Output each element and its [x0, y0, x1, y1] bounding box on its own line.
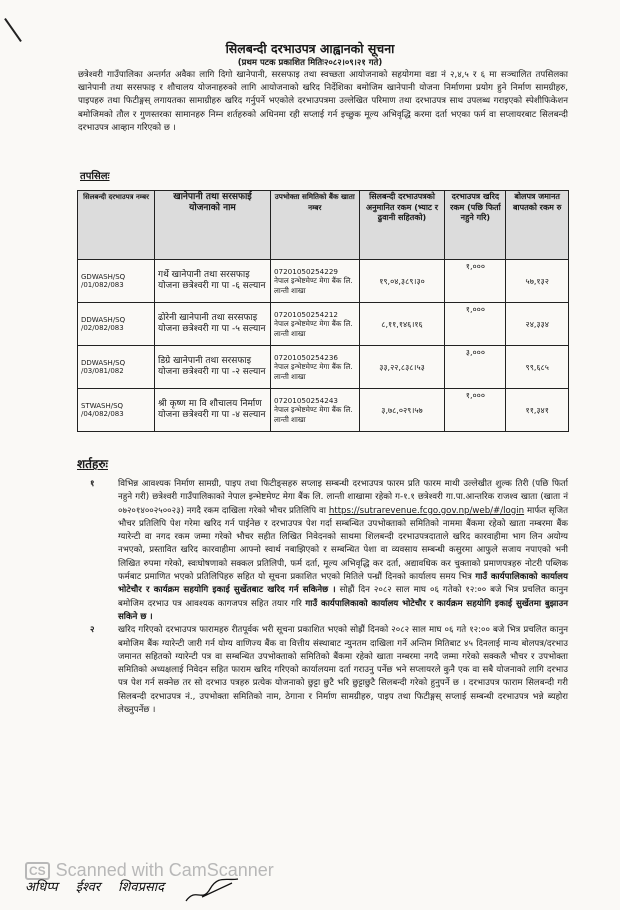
table-row	[78, 346, 569, 389]
bank-account-cell	[270, 303, 359, 346]
bid-security: ११,३४१	[506, 389, 569, 432]
bank-account-cell	[270, 346, 359, 389]
estimated-amount: १९,०४,३८९।३०	[359, 260, 445, 303]
account-number: 07201050254212	[273, 309, 338, 319]
signature: ईश्वर	[75, 880, 101, 895]
project-name: डिग्रे खानेपानी तथा सरसफाइ योजना छत्रेश्वरी गा पा -२ सल्यान	[155, 346, 271, 389]
account-number: 07201050254243	[273, 395, 338, 405]
project-name: श्री कृष्ण मा वि शौचालय निर्माण योजना छत्रेश्वरी गा पा -४ सल्यान	[155, 389, 271, 432]
estimated-amount: ३,७८,०२९।५७	[359, 389, 445, 432]
purchase-fee: ३,०००	[445, 346, 506, 389]
signature: शिवप्रसाद	[118, 880, 165, 895]
bank-name: नेपाल इन्भेष्टमेण्ट मेगा बैंक लि. लान्ती शाखा	[273, 405, 353, 424]
table-row	[78, 389, 569, 432]
bid-security: ५७,१३२	[506, 260, 569, 303]
notice-title: सिलबन्दी दरभाउपत्र आह्वानको सूचना	[225, 41, 395, 56]
purchase-fee: १,०००	[445, 303, 506, 346]
condition-number: १	[90, 479, 95, 489]
bank-name: नेपाल इन्भेष्टमेण्ट मेगा बैंक लि. लान्ती शाखा	[273, 276, 353, 295]
estimated-amount: ८,११,१४६।१६	[359, 303, 445, 346]
purchase-fee: १,०००	[445, 389, 506, 432]
table-header-row	[78, 191, 569, 260]
conditions-list	[90, 478, 568, 717]
signature: अधिप्प	[25, 880, 58, 895]
condition-text: सोह्रौं दिन २०८२ साल माघ ०६ गतेको १२:०० बजे भित्र प्रचलित कानुन बमोजिम दरभाउ पत्र आवश्यक कागजपत्र सहित तयार गरि	[118, 585, 568, 609]
table-row	[78, 303, 569, 346]
camscanner-logo-icon: CS	[25, 862, 50, 880]
estimated-amount: ३३,२२,८३८।५३	[359, 346, 445, 389]
scanner-watermark-text: Scanned with CamScanner	[55, 860, 274, 880]
bank-name: नेपाल इन्भेष्टमेण्ट मेगा बैंक लि. लान्ती शाखा	[273, 319, 353, 338]
tender-table	[77, 190, 569, 432]
pen-mark	[4, 18, 22, 42]
purchase-fee: १,०००	[445, 260, 506, 303]
bid-security: २४,३३४	[506, 303, 569, 346]
bank-account-cell	[270, 260, 359, 303]
header-tender-number: सिलबन्दी दरभाउपत्र नम्बर	[78, 191, 155, 260]
condition-number: २	[90, 625, 95, 636]
tender-number: STWASH/SQ /04/082/083	[78, 389, 155, 432]
condition-item	[90, 478, 568, 624]
condition-bold-text: गाउँ कार्यपालिकाको कार्यालय भोटेचौर र कार्यक्रम सहयोगि इकाई सुर्खेतमा बुझाउन सकिने छ ।	[118, 598, 569, 622]
header-bank-account: उपभोक्ता समितिको बैंक खाता नम्बर	[270, 191, 359, 260]
account-number: 07201050254229	[273, 266, 338, 276]
tender-number: DDWASH/SQ /03/081/082	[78, 346, 155, 389]
header-purchase-fee: दरभाउपत्र खरिद रकम (पछि फिर्ता नहुने गरि)	[445, 191, 506, 260]
details-section-label: तपसिलः	[80, 171, 110, 182]
signature-scribble-icon	[182, 877, 242, 909]
notice-subtitle: (प्रथम पटक प्रकाशित मितिः२०८२।०९।२१ गते)	[237, 58, 383, 68]
tender-number: DDWASH/SQ /02/082/083	[78, 303, 155, 346]
table-row	[78, 260, 569, 303]
condition-text: मार्फत सृजित भौचर प्रतिलिपि पेश गरेमा खरिद गर्न पाईनेछ र दरभाउपत्र पेश गर्दा सम्बन्धित उपभोक्ताको समितिको नाममा बैंकमा रहेको खाता नम्बरमा बैंक ग्यारेन्टी वा नगद रकम जम्मा गरेको भौचर सहीत लिखित निवेदनको साथमा शिलबन्दी दरभाउपत्रदाताले खरिद कारवाहीमा भाग लिन अयोग्य नभएको, प्रस्तावित खरिद कारवाहीमा आफ्नो स्वार्थ नबाझिएको र सम्बन्धित पेशा वा व्यवसाय सम्बन्धी कसुरमा आफुले सजाय नपाएको भनी लिखित रुपमा गरेको, स्वःघोषणाको सक्कल प्रतिलिपी, फर्म दर्ता, मूल्य अभिवृद्धि कर दर्ता, अद्यावधिक कर चुक्ताको प्रमाणपत्रहरु नोटरी पब्लिक फर्मबाट प्रमाणित भएको प्रतिलिपिहरु सहित यो सूचना प्रकाशित भएको मितिले पन्ध्रौं दिनको कार्यालय समय भित्र	[118, 505, 569, 583]
header-project-name: खानेपानी तथा सरसफाई योजनाको नाम	[155, 191, 271, 260]
condition-text: विभिन्न आवश्यक निर्माण सामग्री, पाइप तथा फिटीङ्सहरु सप्लाइ सम्बन्धी दरभाउपत्र फारम प्रति फारम माथी उल्लेखीत शुल्क तिरी (पछि फिर्ता नहुने गरी) छत्रेश्वरी गाउँपालिकाको नेपाल इन्भेष्टमेण्ट मेगा बैंक लि. लान्ती शाखामा रहेको ग-१.१ छत्रेश्वरी गा.पा.आन्तरिक राजश्व खाता (खाता नं ०७२०१४००२५००२३) नगदै रकम दाखिला गरेको भौचर प्रतिलिपि वा	[118, 479, 568, 516]
signatures	[25, 877, 242, 909]
condition-item	[90, 624, 568, 717]
project-name: ढोरेनी खानेपानी तथा सरसफाइ योजना छत्रेश्वरी गा पा -५ सल्यान	[155, 303, 271, 346]
bank-account-cell	[270, 389, 359, 432]
condition-text: खरिद गरिएको दरभाउपत्र फारामहरु रीतपूर्वक भरी सूचना प्रकाशित भएको सोह्रौं दिनको २०८२ साल माघ ०६ गते १२:०० बजे भित्र प्रचलित कानुन बमोजिम बैंक ग्यारेन्टी जारी गर्न योग्य वाणिज्य बैंक वा वित्तीय संस्थाबाट न्युनतम दाखिला गर्ने अन्तिम मितिबाट ४५ दिनलाई मान्य बोलपत्र/दरभाउ जमानत सहितको ग्यारेन्टी पत्र वा सम्बन्धित उपभोक्ताको समितिको बैंकमा रहेको खाता नम्बरमा नगदै जम्मा गरेको सक्कलै भौचर र उपभोक्ता समितिको अध्यक्षलाई निवेदन सहित फाराम खरिद गरिएको कार्यालयमा दर्ता गराउनु पर्नेछ भने सप्लायरले कुनै एक वा सबै योजनाको लागि दरभाउ पत्र पेश गर्न सक्नेछ तर सो दरभाउ पत्रहरु प्रत्येक योजनाको छुट्टा छुटै भरि छुट्टाछुटै सिलबन्दी गरेको हुनुपर्ने छ । दरभाउपत्र फाराम सिलबन्दी गरी सिलबन्दी दरभाउपत्र नं., उपभोक्ता समितिको नाम, ठेगाना र निर्माण सामग्रीहरु, पाइप तथा फिटीङ्गस् सप्लाई सम्बन्धी दरभाउपत्र भन्ने ब्यहोरा लेख्नुपर्नेछ ।	[118, 625, 568, 716]
tender-number: GDWASH/SQ /01/082/083	[78, 260, 155, 303]
bank-name: नेपाल इन्भेष्टमेण्ट मेगा बैंक लि. लान्ती शाखा	[273, 362, 353, 381]
notice-intro-paragraph: छत्रेश्वरी गाउँपालिका अन्तर्गत अवैका लागि दिगो खानेपानी, सरसफाइ तथा स्वच्छता आयोजनाको सहयोगमा वडा नं २,४,५ र ६ मा सञ्चालित तपसिलका खानेपानी तथा सरसफाइ र शौचालय योजनाहरुको लागि आयोजनाको खरिद निर्देशिका बमोजिम खानेपानी योजना निर्माणमा प्रयोग हुने निर्माण सामग्रीहरु, पाइपहरु तथा फिटीङ्गस् लगायतका सामाग्रीहरु खरिद गर्नुपर्ने भएकोले दरभाउपत्रमा उल्लेखित परिमाण तथा दरभाउपत्र साथ उपलब्ध गराइएको स्पेशीफिकेशन बमोजिमको तौल र गुणस्तरका सामानहरु निम्न शर्तहरुको अधिनमा रही सप्लाई गर्न इच्छुक मूल्य अभिवृद्धि करमा दर्ता भएका फर्म वा सप्लायरबाट सिलबन्दी दरभाउपत्र आव्हान गरिएको छ ।	[78, 70, 568, 133]
conditions-section-label: शर्तहरुः	[77, 457, 108, 471]
header-bid-security: बोलपत्र जमानत बापतको रकम रु	[506, 191, 569, 260]
condition-bold-text: गाउँ कार्यपालिकाको कार्यालय भोटेचौर र कार्यक्रम सहयोगि इकाई सुर्खेतबाट खरिद गर्न सकिनेछ ।	[118, 572, 568, 596]
revenue-portal-link[interactable]: https://sutrarevenue.fcgo.gov.np/web/#/login	[328, 505, 525, 516]
account-number: 07201050254236	[273, 352, 338, 362]
header-estimated-amount: सिलबन्दी दरभाउपत्रको अनुमानित रकम (भ्याट र ढुवानी सहितको)	[359, 191, 445, 260]
bid-security: ९९,६८५	[506, 346, 569, 389]
project-name: गर्थे खानेपानी तथा सरसफाइ योजना छत्रेश्वरी गा पा -६ सल्यान	[155, 260, 271, 303]
